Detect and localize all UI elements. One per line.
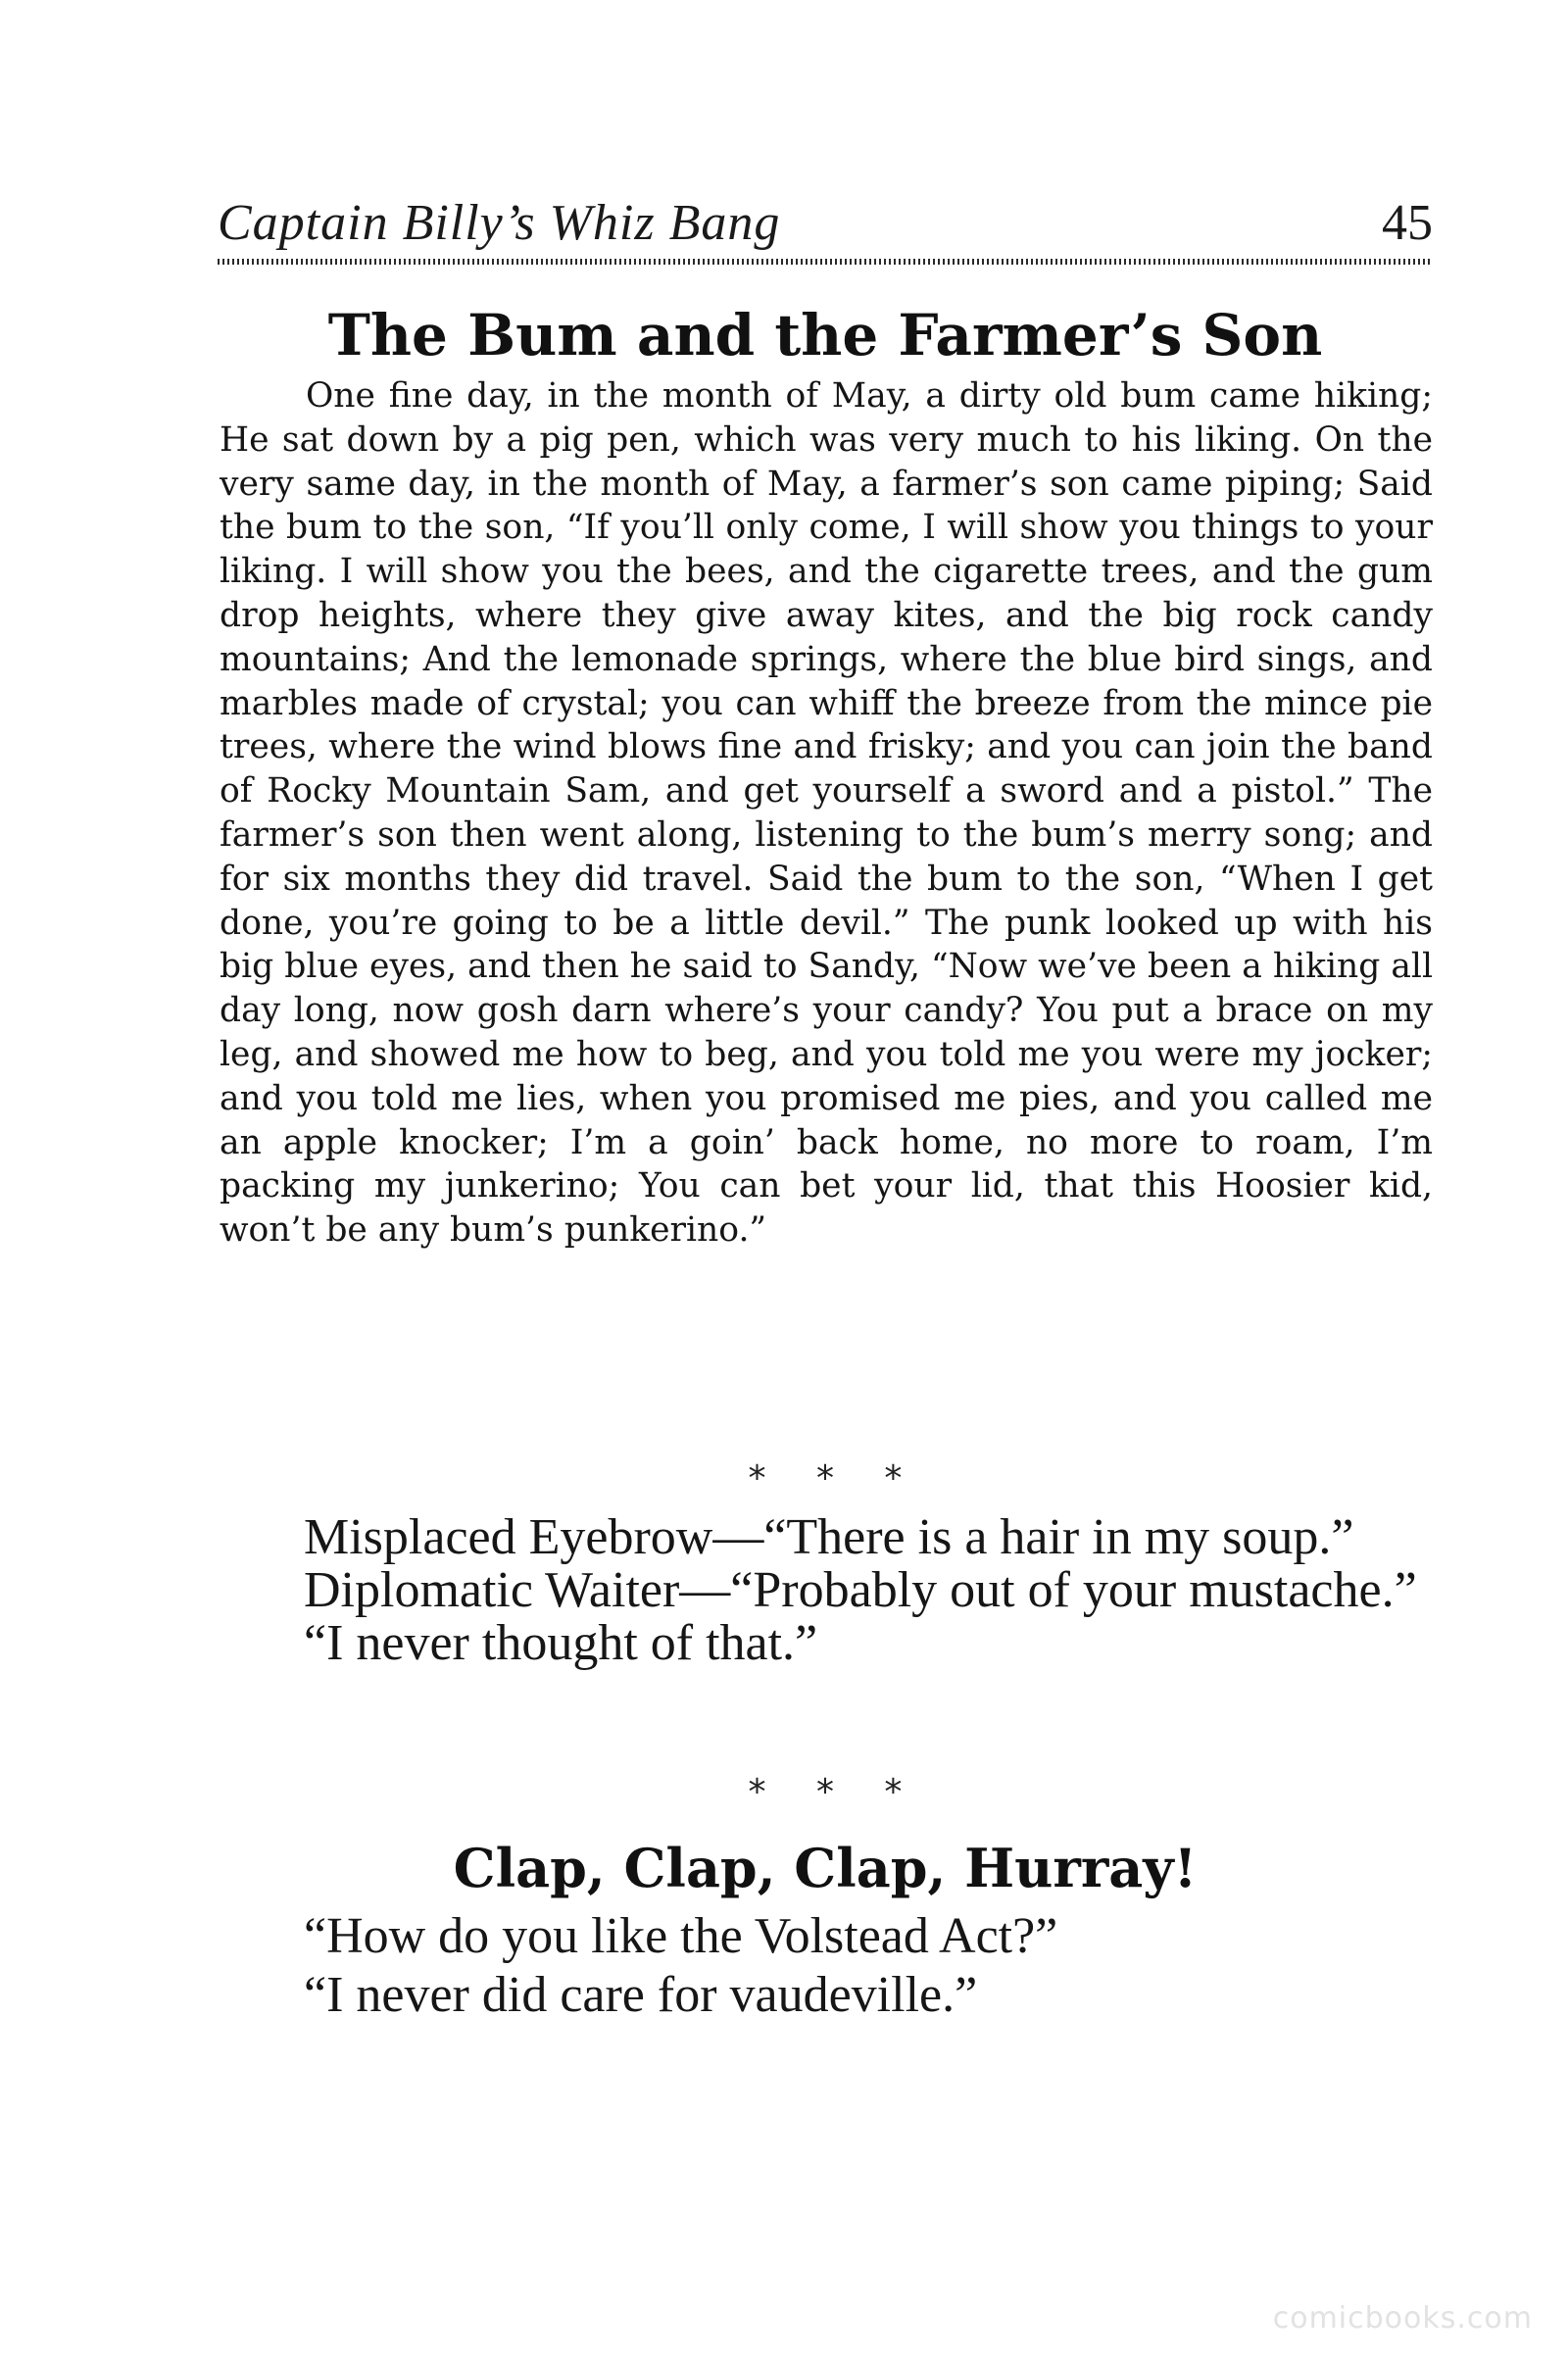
separator-asterisks: * * * — [748, 1772, 903, 1812]
joke-block — [218, 1511, 1433, 1670]
section-title: Clap, Clap, Clap, Hurray! — [453, 1837, 1198, 1899]
joke-line: “I never thought of that.” — [304, 1615, 818, 1671]
article-body: One fine day, in the month of May, a dirty old bum came hiking; He sat down by a pig pen, which was very much to his liking. On the very same day, in the month of May, a farmer’s son came piping; Said the bum to the son, “If you’ll only come, I will show you things to your liking. I will show you the bees, and the cigarette trees, and the gum drop heights, where they give away kites, and the big rock candy mountains; And the lemonade springs, where the blue bird sings, and marbles made of crystal; you can whiff the breeze from the mince pie trees, where the wind blows fine and frisky; and you can join the band of Rocky Mountain Sam, and get yourself a sword and a pistol.” The farmer’s son then went along, listening to the bum’s merry song; and for six months they did travel. Said the bum to the son, “When I get done, you’re going to be a little devil.” The punk looked up with his big blue eyes, and then he said to Sandy, “Now we’ve been a hiking all day long, now gosh darn where’s your candy? You put a brace on my leg, and showed me how to beg, and you told me you were my jocker; and you told me lies, when you promised me pies, and you called me an apple knocker; I’m a goin’ back home, no more to roam, I’m packing my junkerino; You can bet your lid, that this Hoosier kid, won’t be any bum’s punkerino.” — [220, 376, 1433, 1251]
answer-line: “I never did care for vaudeville.” — [304, 1967, 978, 2023]
qa-block — [218, 1907, 1433, 2025]
article-title: The Bum and the Farmer’s Son — [327, 302, 1323, 369]
question-line: “How do you like the Volstead Act?” — [304, 1908, 1058, 1964]
separator-asterisks: * * * — [748, 1458, 903, 1499]
joke-line: Misplaced Eyebrow—“There is a hair in my soup.” — [304, 1509, 1354, 1565]
running-head — [218, 194, 1433, 257]
page-number: 45 — [1382, 195, 1433, 251]
header-rule — [218, 259, 1433, 265]
joke-line: Diplomatic Waiter—“Probably out of your mustache.” — [304, 1562, 1417, 1618]
watermark: comicbooks.com — [1272, 2301, 1533, 2336]
running-head-title: Captain Billy’s Whiz Bang — [218, 195, 781, 251]
